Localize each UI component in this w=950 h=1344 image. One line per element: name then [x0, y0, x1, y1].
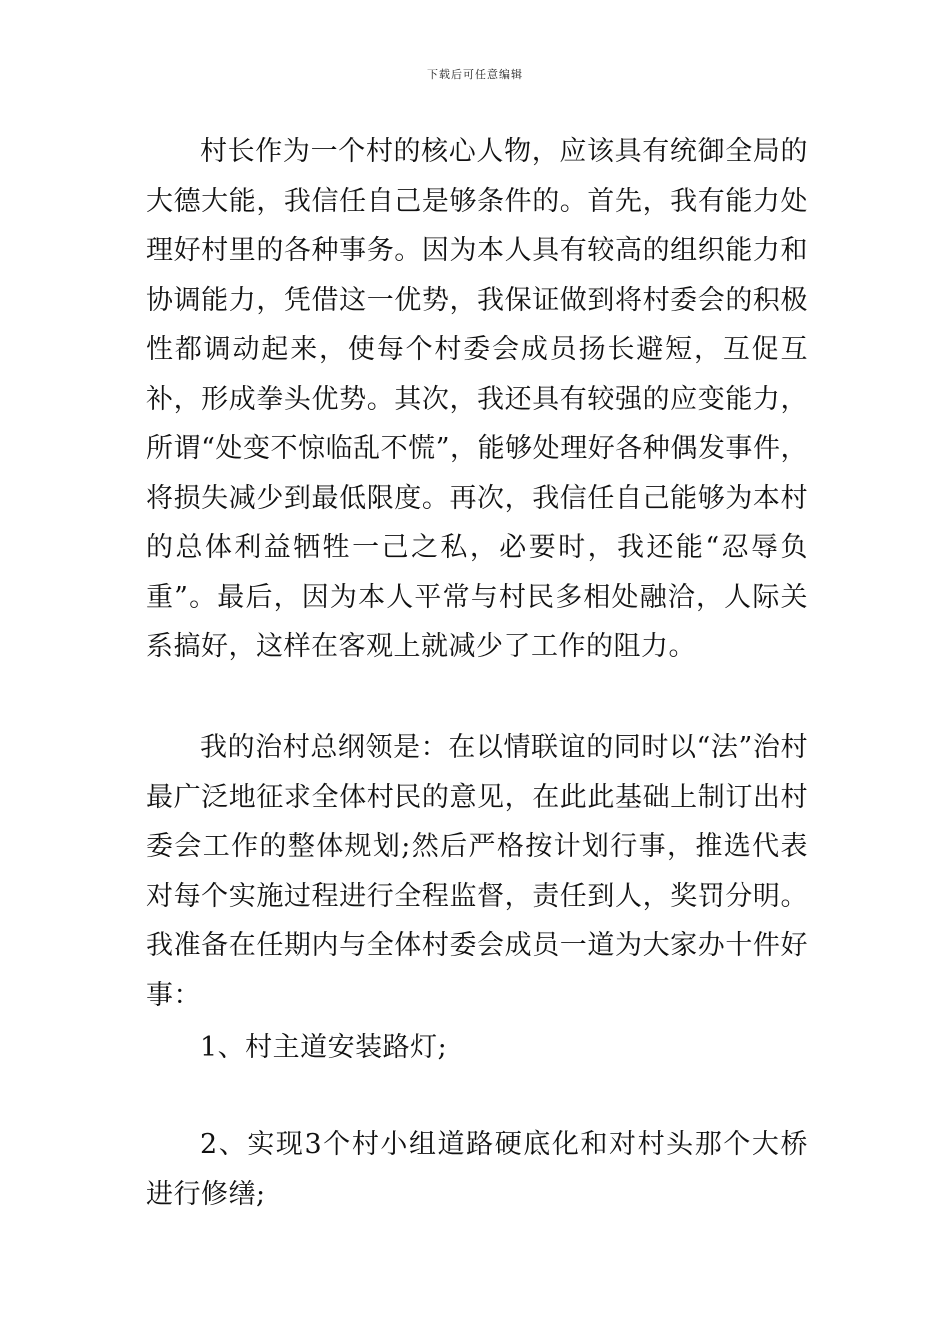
- list-item-2: 2、实现3个村小组道路硬底化和对村头那个大桥进行修缮;: [146, 1129, 808, 1210]
- paragraph-qualifications: 村长作为一个村的核心人物，应该具有统御全局的大德大能，我信任自己是够条件的。首先，我有能力处理好村里的各种事务。因为本人具有较高的组织能力和协调能力，凭借这一优势，我保证做到将村委会的积极性都调动起来，使每个村委会成员扬长避短，互促互补，形成拳头优势。其次，我还具有较强的应变能力，所谓“处变不惊临乱不慌”，能够处理好各种偶发事件，将损失减少到最低限度。再次，我信任自己能够为本村的总体利益牺牲一己之私，必要时，我还能“忍辱负重”。最后，因为本人平常与村民多相处融洽，人际关系搞好，这样在客观上就减少了工作的阻力。: [146, 136, 808, 662]
- header-note: 下载后可任意编辑: [427, 68, 523, 81]
- paragraph-program: 我的治村总纲领是：在以情联谊的同时以“法”治村最广泛地征求全体村民的意见，在此此基础上制订出村委会工作的整体规划;然后严格按计划行事，推选代表对每个实施过程进行全程监督，责任到人，奖罚分明。我准备在任期内与全体村委会成员一道为大家办十件好事：: [146, 732, 808, 1011]
- list-item-1: 1、村主道安装路灯;: [200, 1032, 448, 1063]
